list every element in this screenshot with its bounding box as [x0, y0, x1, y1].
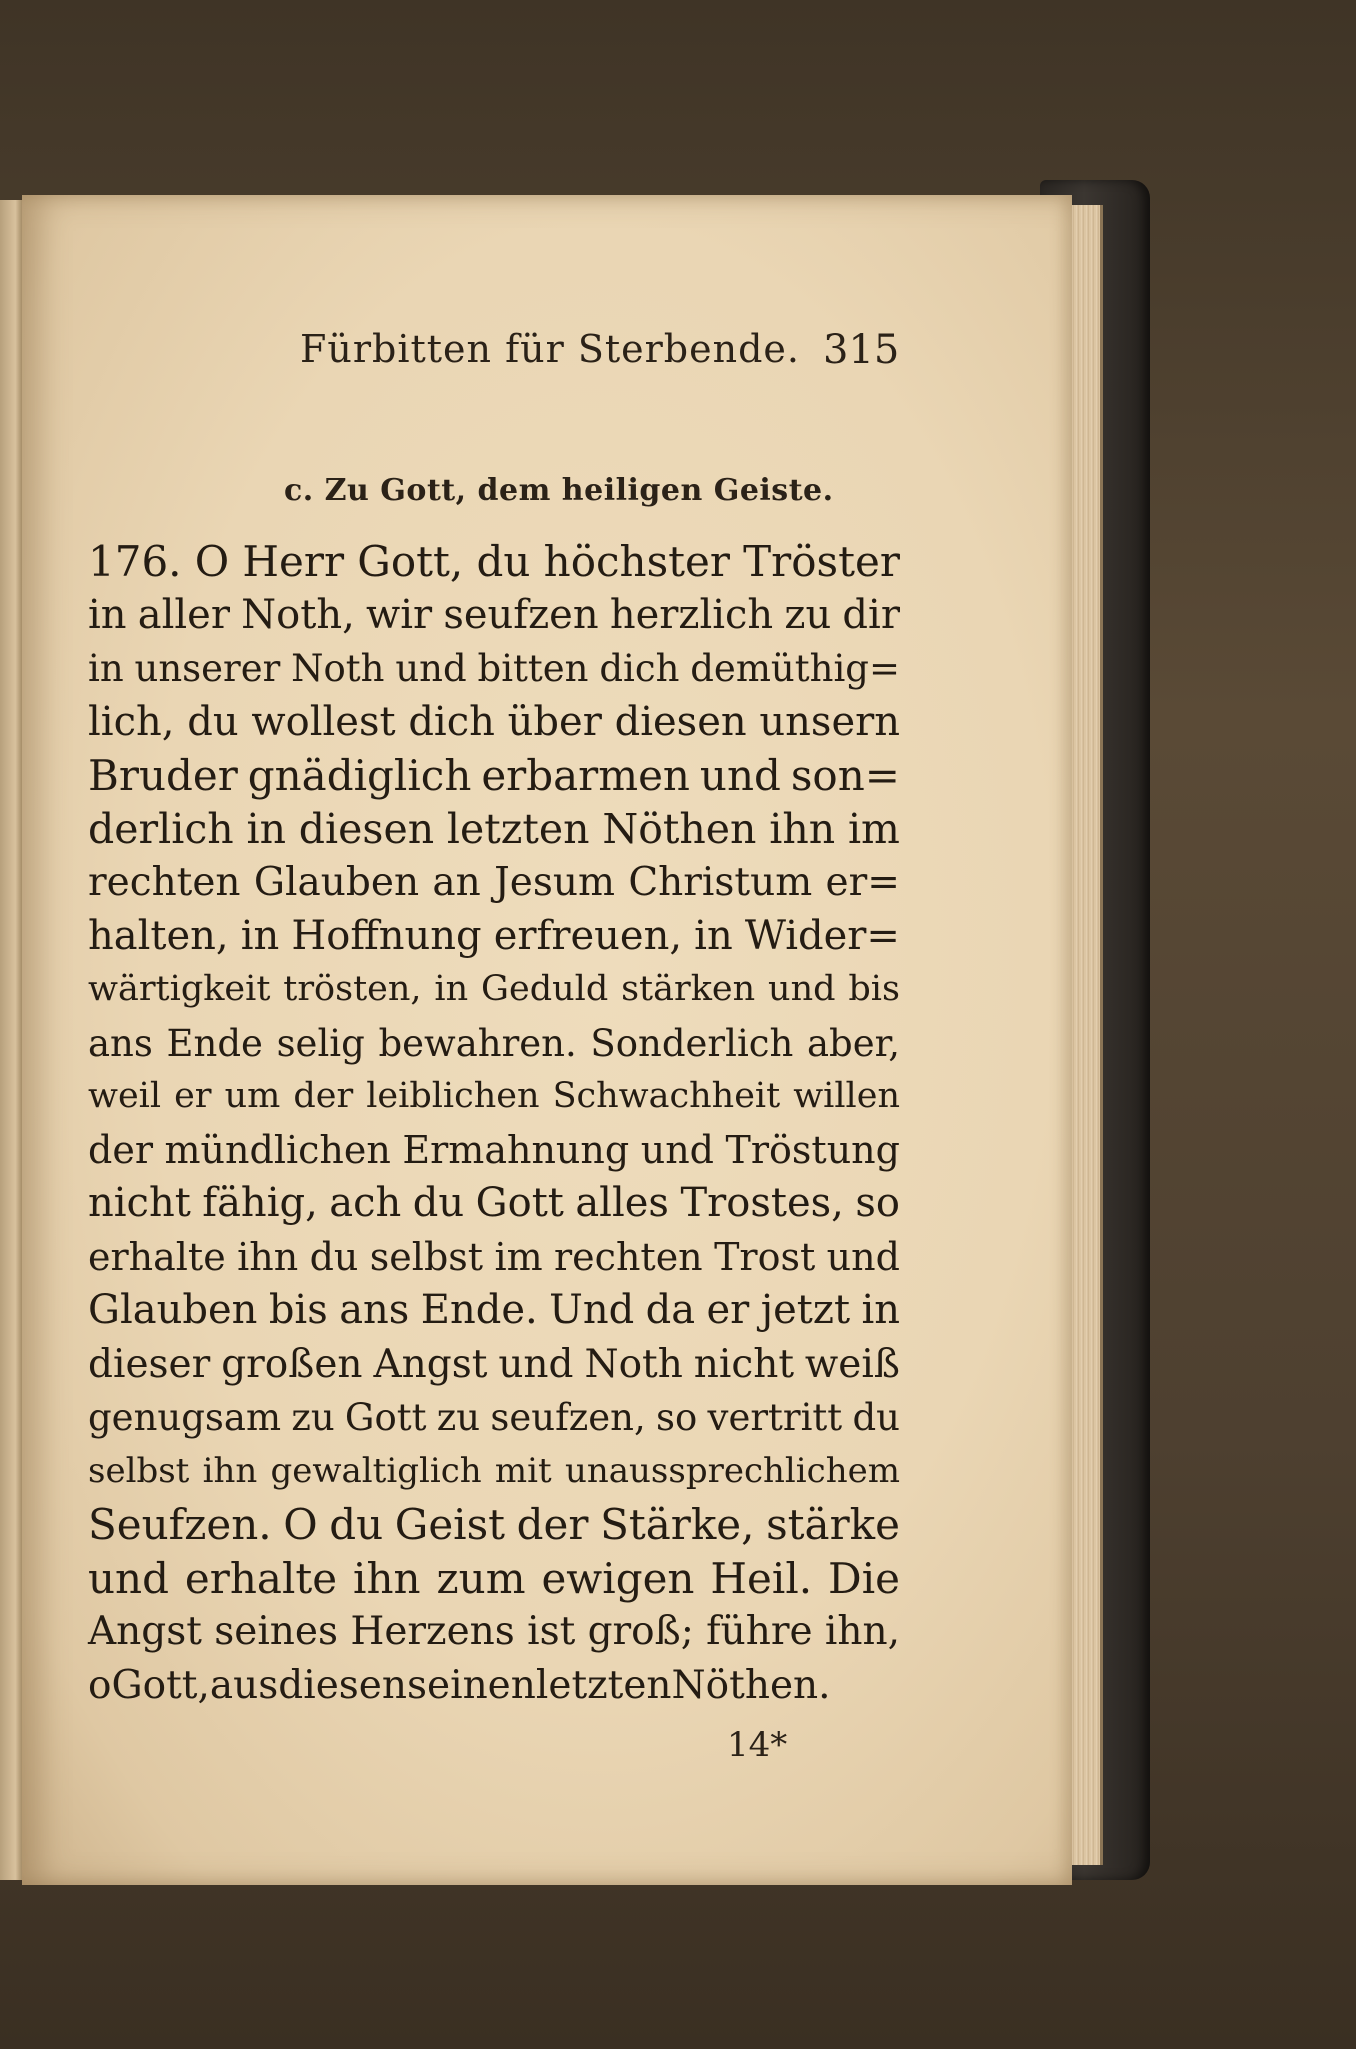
word: unaussprechlichem	[564, 1450, 900, 1491]
section-heading: c. Zu Gott, dem heiligen Geiste.	[284, 473, 834, 508]
text-line	[88, 1445, 900, 1499]
text-line	[88, 589, 900, 643]
word: halten,	[88, 912, 229, 959]
word: du	[309, 1234, 359, 1279]
word: dich	[408, 698, 495, 745]
word: seinen	[407, 1662, 536, 1708]
word: ihn	[769, 804, 836, 853]
word: Geist	[394, 1500, 506, 1549]
word: Sonderlich	[590, 1021, 794, 1065]
word: stärken	[621, 969, 756, 1009]
word: in	[434, 969, 469, 1009]
signature-mark: 14*	[727, 1725, 788, 1765]
word: und	[640, 1127, 715, 1172]
word: fähig,	[202, 1180, 318, 1226]
word: der	[88, 1127, 153, 1172]
word: herzlich	[609, 591, 774, 638]
word: in	[240, 912, 280, 959]
word: Heil.	[710, 1553, 813, 1603]
text-line	[88, 856, 900, 910]
text-line	[88, 910, 900, 964]
word: willen	[793, 1076, 900, 1116]
word: nicht	[88, 1180, 191, 1226]
word: Seufzen.	[88, 1500, 272, 1549]
word: bis	[268, 1287, 328, 1333]
word: Ermahnung	[402, 1127, 630, 1172]
text-line	[88, 642, 900, 696]
word: o	[88, 1662, 112, 1708]
word: wärtigkeit	[88, 969, 271, 1009]
word: aller	[137, 591, 230, 638]
word: Angst	[88, 1609, 202, 1654]
word: Nöthen.	[671, 1662, 831, 1708]
word: nicht	[693, 1341, 794, 1387]
word: du	[329, 1500, 384, 1549]
word: zu	[291, 1396, 335, 1439]
text-line	[88, 1017, 900, 1071]
word: gnädiglich	[247, 751, 472, 800]
word: Gott	[344, 1396, 427, 1439]
word: du	[852, 1396, 900, 1439]
word: diesen	[614, 698, 747, 745]
word: Angst	[373, 1341, 488, 1387]
word: zu	[784, 591, 832, 638]
word: ach	[329, 1180, 402, 1226]
word: erhalte	[88, 1234, 226, 1279]
word: Christum	[628, 860, 813, 905]
word: zu	[436, 1396, 481, 1439]
word: unsern	[759, 698, 900, 745]
word: ihn,	[824, 1609, 900, 1654]
word: Herr	[242, 537, 345, 586]
page-number: 315	[823, 327, 900, 373]
word: Gott,	[111, 1662, 210, 1708]
word: rechten	[88, 860, 241, 905]
word: über	[507, 698, 602, 745]
word: Ende	[166, 1021, 263, 1065]
word: so	[855, 1180, 900, 1226]
word: er	[174, 1076, 212, 1116]
word: führe	[706, 1609, 813, 1654]
word: höchster	[543, 537, 730, 586]
word: seufzen,	[490, 1396, 646, 1439]
word: derlich	[88, 804, 234, 853]
word: ewigen	[541, 1553, 695, 1603]
word: letzten	[535, 1662, 672, 1708]
word: Trostes,	[680, 1180, 844, 1226]
word: wollest	[251, 698, 396, 745]
word: und	[88, 1553, 169, 1603]
word: Tröstung	[725, 1127, 900, 1172]
word: ihn	[353, 1553, 421, 1603]
text-line	[88, 1070, 900, 1124]
word: bitten	[477, 647, 589, 690]
word: ist	[527, 1609, 576, 1654]
word: selbst	[369, 1234, 484, 1279]
word: und	[395, 647, 467, 690]
word: Bruder	[88, 751, 238, 800]
word: Herzens	[350, 1609, 515, 1654]
word: gewaltiglich	[270, 1450, 482, 1491]
word: seufzen	[443, 591, 599, 638]
word: ihn	[202, 1450, 258, 1491]
word: letzten	[446, 804, 590, 853]
word: ans	[339, 1287, 410, 1333]
word: Jesum	[494, 860, 615, 905]
word: in	[88, 647, 124, 690]
text-line	[88, 803, 900, 857]
text-line	[88, 749, 900, 803]
word: in	[694, 912, 733, 959]
word: und	[498, 1341, 574, 1387]
word: Wider=	[744, 912, 900, 959]
left-page-edge	[0, 200, 22, 1880]
word: dich	[599, 647, 680, 690]
word: Tröster	[743, 537, 900, 586]
body-text	[88, 535, 900, 1712]
word: selig	[276, 1021, 365, 1065]
word: Glauben	[253, 860, 420, 905]
text-line	[88, 1338, 900, 1392]
word: du	[187, 698, 239, 745]
word: Gott	[475, 1180, 564, 1226]
word: ihn	[237, 1234, 299, 1279]
word: selbst	[88, 1450, 190, 1491]
word: zum	[436, 1553, 526, 1603]
word: Ende.	[420, 1287, 538, 1333]
running-head: Fürbitten für Sterbende.	[300, 327, 800, 371]
word: und	[826, 1234, 900, 1279]
word: aber,	[806, 1021, 900, 1065]
word: im	[494, 1234, 543, 1279]
word: da	[645, 1287, 696, 1333]
word: groß;	[587, 1609, 694, 1654]
word: O	[283, 1500, 318, 1549]
word: in	[246, 804, 287, 853]
word: Hoffnung	[291, 912, 482, 959]
word: mit	[494, 1450, 552, 1491]
word: stärke	[766, 1500, 900, 1549]
word: der	[293, 1076, 354, 1116]
word: dieser	[88, 1341, 211, 1387]
word: um	[224, 1076, 281, 1116]
word: Noth	[584, 1341, 683, 1387]
word: lich,	[88, 698, 175, 745]
text-line	[88, 1498, 900, 1552]
word: unserer	[134, 647, 281, 690]
word: und	[768, 969, 836, 1009]
text-line	[88, 1231, 900, 1285]
word: trösten,	[283, 969, 422, 1009]
word: erhalte	[184, 1553, 338, 1603]
word: weiß	[804, 1341, 900, 1387]
word: erbarmen	[481, 751, 690, 800]
text-line	[88, 535, 900, 589]
word: Die	[828, 1553, 900, 1603]
word: so	[656, 1396, 698, 1439]
word: aus	[209, 1662, 279, 1708]
word: du	[412, 1180, 465, 1226]
word: er	[706, 1287, 750, 1333]
word: demüthig=	[690, 647, 900, 690]
text-line	[88, 1284, 900, 1338]
text-line	[88, 696, 900, 750]
word: in	[88, 591, 127, 638]
word: großen	[221, 1341, 363, 1387]
word: bis	[848, 969, 900, 1009]
word: Trost	[714, 1234, 816, 1279]
word: er=	[825, 860, 900, 905]
word: Stärke,	[600, 1500, 755, 1549]
word: rechten	[554, 1234, 703, 1279]
word: erfreuen,	[493, 912, 683, 959]
word: Schwachheit	[552, 1076, 781, 1116]
word: Nöthen	[602, 804, 757, 853]
word: und	[699, 751, 781, 800]
word: Geduld	[481, 969, 609, 1009]
word: der	[516, 1500, 589, 1549]
text-line	[88, 1391, 900, 1445]
word: ans	[88, 1021, 153, 1065]
word: dir	[842, 591, 900, 638]
text-line	[88, 1177, 900, 1231]
word: seines	[214, 1609, 339, 1654]
word: Und	[549, 1287, 635, 1333]
word: 176.	[88, 537, 182, 586]
word: in	[861, 1287, 900, 1333]
word: vertritt	[707, 1396, 843, 1439]
word: diesen	[298, 804, 435, 853]
word: du	[476, 537, 531, 586]
word: Glauben	[88, 1287, 258, 1333]
word: O	[194, 537, 230, 586]
word: Noth	[291, 647, 385, 690]
word: Noth,	[241, 591, 355, 638]
word: alles	[575, 1180, 669, 1226]
text-line	[88, 1605, 900, 1659]
word: son=	[790, 751, 900, 800]
word: Gott,	[357, 537, 464, 586]
word: diesen	[278, 1662, 407, 1708]
word: bewahren.	[378, 1021, 577, 1065]
text-line	[88, 1124, 900, 1178]
word: mündlichen	[164, 1127, 391, 1172]
text-line	[88, 1552, 900, 1606]
word: genugsam	[88, 1396, 282, 1439]
text-line	[88, 963, 900, 1017]
word: im	[847, 804, 900, 853]
word: weil	[88, 1076, 162, 1116]
word: wir	[366, 591, 433, 638]
word: jetzt	[760, 1287, 851, 1333]
word: an	[432, 860, 481, 905]
text-line	[88, 1659, 900, 1713]
word: leiblichen	[366, 1076, 540, 1116]
